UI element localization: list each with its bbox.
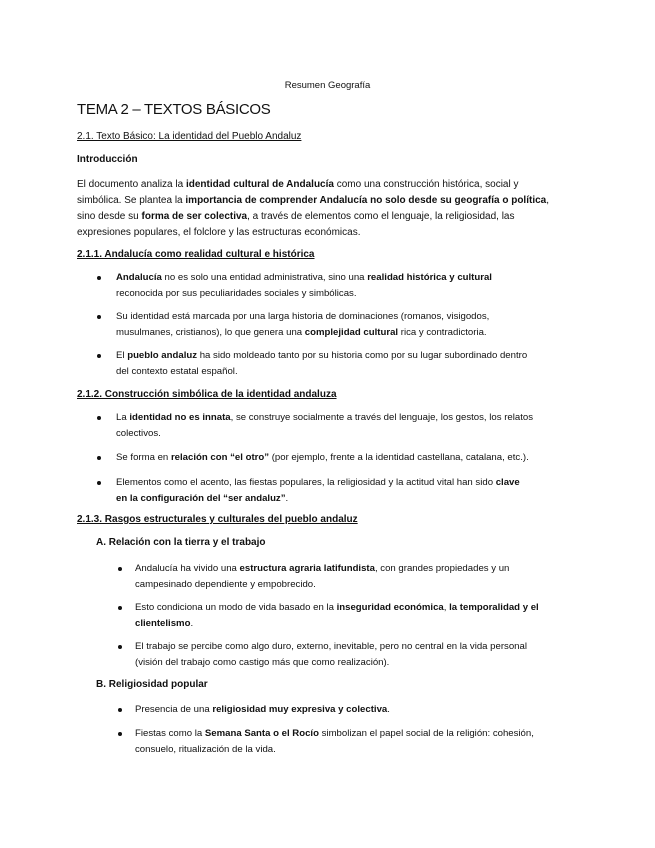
list-item-line: colectivos. <box>116 428 161 439</box>
intro-heading: Introducción <box>77 154 138 165</box>
bullet-icon <box>97 276 101 280</box>
list-item-line: Fiestas como la Semana Santa o el Rocío simbolizan el papel social de la religión: cohesión, <box>135 728 534 739</box>
bullet-icon <box>97 416 101 420</box>
list-item-line: El pueblo andaluz ha sido moldeado tanto por su historia como por su lugar subordinado dentro <box>116 350 528 361</box>
intro-line: expresiones populares, el folclore y las estructuras económicas. <box>77 227 361 238</box>
page-header: Resumen Geografía <box>284 80 371 91</box>
bullet-icon <box>118 708 122 712</box>
list-item-line: Se forma en relación con “el otro” (por ejemplo, frente a la identidad castellana, catalana, etc.). <box>116 452 529 463</box>
list-item-line: musulmanes, cristianos), lo que genera una complejidad cultural rica y contradictoria. <box>116 327 487 338</box>
list-item-line: Andalucía no es solo una entidad administrativa, sino una realidad histórica y cultural <box>116 272 492 283</box>
section-heading-2-1-3: 2.1.3. Rasgos estructurales y culturales del pueblo andaluz <box>77 514 358 525</box>
list-item-line: Presencia de una religiosidad muy expresiva y colectiva. <box>135 704 390 715</box>
section-subtitle: 2.1. Texto Básico: La identidad del Pueblo Andaluz <box>77 131 302 142</box>
list-item-line: en la configuración del “ser andaluz”. <box>116 493 289 504</box>
list-item-line: campesinado dependiente y empobrecido. <box>135 579 316 590</box>
bullet-icon <box>118 732 122 736</box>
bullet-icon <box>118 567 122 571</box>
list-item-line: Elementos como el acento, las fiestas populares, la religiosidad y la actitud vital han sido clave <box>116 477 520 488</box>
list-item-line: reconocida por sus peculiaridades sociales y simbólicas. <box>116 288 357 299</box>
subheading-a: A. Relación con la tierra y el trabajo <box>96 537 266 548</box>
section-heading-2-1-2: 2.1.2. Construcción simbólica de la identidad andaluza <box>77 389 337 400</box>
intro-line: simbólica. Se plantea la importancia de comprender Andalucía no solo desde su geografía o política, <box>77 195 549 206</box>
document-title: TEMA 2 – TEXTOS BÁSICOS <box>77 101 271 118</box>
section-heading-2-1-1: 2.1.1. Andalucía como realidad cultural e histórica <box>77 249 315 260</box>
list-item-line: (visión del trabajo como castigo más que como realización). <box>135 657 390 668</box>
list-item-line: consuelo, ritualización de la vida. <box>135 744 276 755</box>
intro-line: El documento analiza la identidad cultural de Andalucía como una construcción histórica, social y <box>77 179 519 190</box>
subheading-b: B. Religiosidad popular <box>96 679 208 690</box>
list-item-line: La identidad no es innata, se construye socialmente a través del lenguaje, los gestos, los relatos <box>116 412 533 423</box>
list-item-line: El trabajo se percibe como algo duro, externo, inevitable, pero no central en la vida personal <box>135 641 527 652</box>
bullet-icon <box>118 606 122 610</box>
list-item-line: clientelismo. <box>135 618 194 629</box>
bullet-icon <box>97 315 101 319</box>
bullet-icon <box>97 354 101 358</box>
bullet-icon <box>97 481 101 485</box>
list-item-line: Andalucía ha vivido una estructura agraria latifundista, con grandes propiedades y un <box>135 563 510 574</box>
list-item-line: Esto condiciona un modo de vida basado en la inseguridad económica, la temporalidad y el <box>135 602 539 613</box>
list-item-line: Su identidad está marcada por una larga historia de dominaciones (romanos, visigodos, <box>116 311 490 322</box>
bullet-icon <box>97 456 101 460</box>
list-item-line: del contexto estatal español. <box>116 366 238 377</box>
bullet-icon <box>118 645 122 649</box>
intro-line: sino desde su forma de ser colectiva, a través de elementos como el lenguaje, la religiosidad, las <box>77 211 515 222</box>
